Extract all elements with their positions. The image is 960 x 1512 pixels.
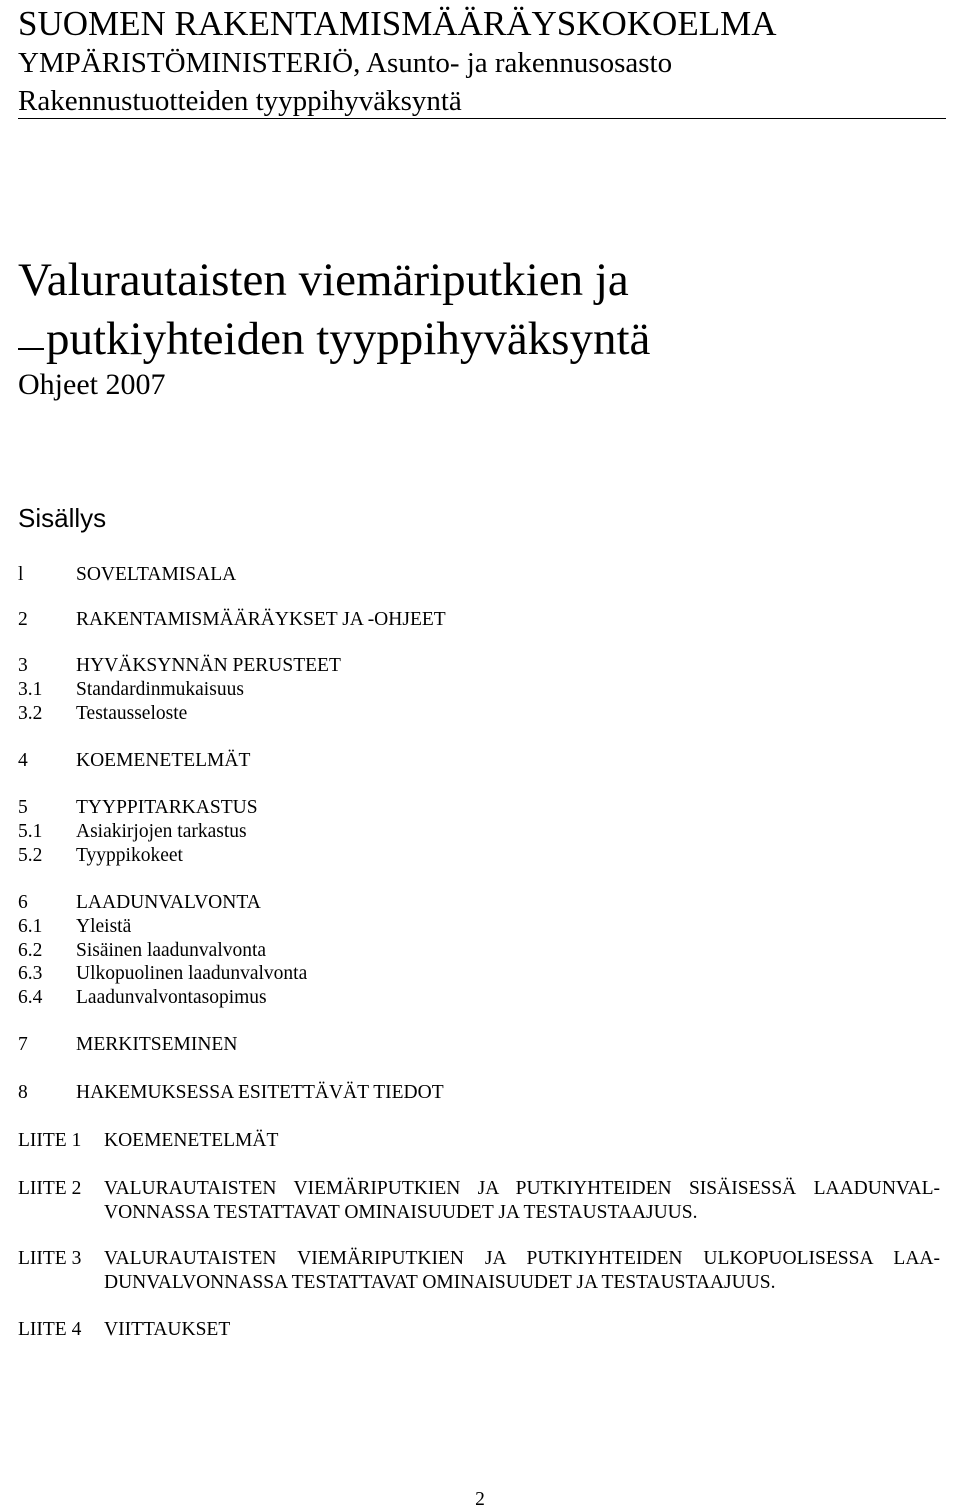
toc-item-number: 3.1 [18, 679, 43, 700]
toc-item-number: 6.2 [18, 940, 43, 961]
toc-item-number: 6.3 [18, 963, 43, 984]
page-number: 2 [475, 1489, 485, 1510]
collection-title: SUOMEN RAKENTAMISMÄÄRÄYSKOKOELMA [18, 4, 777, 43]
toc-item-number: 5.2 [18, 845, 43, 866]
annex-number: LIITE 1 [18, 1130, 82, 1151]
annex-number: LIITE 4 [18, 1319, 82, 1340]
toc-item-number: l [18, 564, 24, 585]
toc-item-label: KOEMENETELMÄT [76, 750, 251, 771]
toc-item-label: Testausseloste [76, 703, 188, 724]
annex-number: LIITE 3 [18, 1248, 82, 1269]
toc-item-number: 5.1 [18, 821, 43, 842]
toc-item-number: 8 [18, 1082, 28, 1103]
toc-item-label: Laadunvalvontasopimus [76, 987, 267, 1008]
toc-item-label: HYVÄKSYNNÄN PERUSTEET [76, 655, 341, 676]
toc-item-number: 2 [18, 609, 28, 630]
toc-item-label: Yleistä [76, 916, 132, 937]
toc-item-number: 5 [18, 797, 28, 818]
toc-item-number: 6 [18, 892, 28, 913]
annex-number: LIITE 2 [18, 1178, 82, 1199]
contents-heading: Sisällys [18, 503, 107, 533]
toc-item-number: 7 [18, 1034, 28, 1055]
annex-label: VALURAUTAISTEN VIEMÄRIPUTKIEN JA PUTKIYHTEIDEN ULKOPUOLISESSA LAA- [104, 1248, 940, 1269]
document-title-line-1: Valurautaisten viemäriputkien ja [18, 254, 629, 306]
toc-item-number: 4 [18, 750, 28, 771]
document-title-line-2-text: putkiyhteiden tyyppihyväksyntä [46, 313, 651, 365]
annex-label: VALURAUTAISTEN VIEMÄRIPUTKIEN JA PUTKIYHTEIDEN SISÄISESSÄ LAADUNVAL- [104, 1178, 940, 1199]
toc-item-label: LAADUNVALVONTA [76, 892, 261, 913]
toc-item-number: 3.2 [18, 703, 43, 724]
toc-item-label: Sisäinen laadunvalvonta [76, 940, 267, 961]
toc-item-label: Ulkopuolinen laadunvalvonta [76, 963, 308, 984]
toc-item-label: Tyyppikokeet [76, 845, 183, 866]
toc-item-number: 6.4 [18, 987, 43, 1008]
toc-item-label: Standardinmukaisuus [76, 679, 244, 700]
document-title-line-2 [18, 311, 650, 367]
annex-label: KOEMENETELMÄT [104, 1130, 279, 1151]
toc-item-label: SOVELTAMISALA [76, 564, 237, 585]
toc-item-label: MERKITSEMINEN [76, 1034, 238, 1055]
annex-label: VIITTAUKSET [104, 1319, 231, 1340]
annex-label-continued: DUNVALVONNASSA TESTATTAVAT OMINAISUUDET JA TESTAUSTAAJUUS. [104, 1272, 776, 1293]
section-line: Rakennustuotteiden tyyppihyväksyntä [18, 85, 462, 117]
toc-item-label: Asiakirjojen tarkastus [76, 821, 247, 842]
document-subtitle: Ohjeet 2007 [18, 368, 166, 401]
toc-item-label: RAKENTAMISMÄÄRÄYKSET JA -OHJEET [76, 609, 446, 630]
toc-item-label: TYYPPITARKASTUS [76, 797, 258, 818]
toc-item-number: 6.1 [18, 916, 43, 937]
toc-item-label: HAKEMUKSESSA ESITETTÄVÄT TIEDOT [76, 1082, 444, 1103]
header-rule [18, 118, 946, 119]
annex-label-continued: VONNASSA TESTATTAVAT OMINAISUUDET JA TESTAUSTAAJUUS. [104, 1202, 698, 1223]
ministry-line: YMPÄRISTÖMINISTERIÖ, Asunto- ja rakennusosasto [18, 47, 673, 79]
title-dash [18, 348, 44, 350]
toc-item-number: 3 [18, 655, 28, 676]
